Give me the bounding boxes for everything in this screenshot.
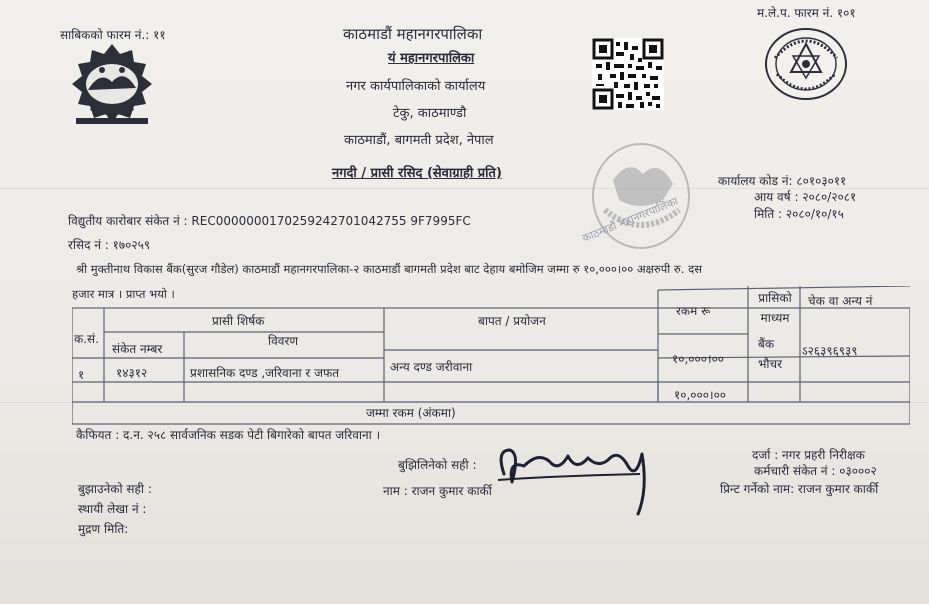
remark: कैफियत : द.न. २५८ सार्वजनिक सडक पेटी बिगारेको बापत जरिवाना । — [76, 428, 381, 442]
nepal-emblem-icon — [64, 40, 160, 132]
receipt-number: रसिद नं : १७०२५९ — [68, 238, 151, 252]
col-header-purpose: बापत / प्रयोजन — [478, 314, 546, 328]
total-label: जम्मा रकम (अंकमा) — [366, 406, 456, 420]
statement-line-2: हजार मात्र । प्राप्त भयो । — [72, 287, 175, 301]
col-header-amount: रकम रू — [676, 304, 711, 318]
metropolitan-seal-icon — [763, 26, 849, 102]
signature — [490, 430, 660, 520]
new-form-number: म.ले.प. फारम नं. १०१ — [757, 6, 856, 20]
watermark-text: काठमाडौं महानगरपालिका — [580, 194, 680, 245]
printer-name: प्रिन्ट गर्नेको नाम: राजन कुमार कार्की — [720, 482, 879, 496]
row-sn: १ — [78, 368, 85, 382]
org-logotype: यं महानगरपालिका — [388, 51, 475, 66]
col-header-cheque-no: चेक वा अन्य नं — [808, 294, 873, 308]
qr-code — [592, 38, 664, 110]
office-address: काठमाडौं, बागमती प्रदेश, नेपाल — [344, 133, 494, 148]
col-header-code: संकेत नम्बर — [112, 342, 163, 356]
col-header-revenue-head: प्रासी शिर्षक — [212, 314, 265, 328]
col-header-sn: क.सं. — [74, 332, 99, 346]
office-place: टेकु, काठमाण्डौ — [393, 106, 467, 121]
col-header-medium: प्रासिको माध्यम — [758, 291, 792, 325]
office-code: कार्यालय कोड नं: ८०१०३०११ — [718, 174, 847, 188]
old-form-number: साबिकको फारम नं.: ११ — [60, 28, 166, 42]
receiver-name: नाम : राजन कुमार कार्की — [383, 484, 492, 498]
office-name: नगर कार्यपालिकाको कार्यालय — [346, 79, 486, 94]
row-medium: बैंक भौचर — [758, 337, 783, 371]
receipt-title: नगदी / प्रासी रसिद (सेवाग्राही प्रति) — [332, 166, 502, 181]
row-description: प्रशासनिक दण्ड ,जरिवाना र जफत — [190, 366, 340, 380]
total-amount: १०,०००।०० — [674, 388, 727, 402]
permanent-account-no: स्थायी लेखा नं : — [78, 502, 147, 516]
org-name: काठमाडौं महानगरपालिका — [343, 25, 483, 43]
row-amount: १०,०००।०० — [672, 352, 725, 366]
statement-line-1: श्री मुक्तीनाथ विकास बैंक(सुरज गौडेल) काठमाडौं महानगरपालिका-२ काठमाडौं बागमती प्रदेश बाट देहाय बमोजिम जम्मा रु १०,०००।०० अक्षरुपी रु. दस — [76, 262, 702, 276]
col-header-description: विवरण — [268, 334, 299, 348]
officer-post: दर्जा : नगर प्रहरी निरीक्षक — [752, 448, 865, 462]
fiscal-year: आय वर्ष : २०८०/२०८१ — [754, 190, 857, 204]
payer-sign-label: बुझाउनेको सही : — [78, 482, 152, 496]
receipt-table — [72, 286, 910, 442]
print-date: मुद्रण मिति: — [78, 522, 129, 536]
electronic-transaction-ref: विद्युतीय कारोबार संकेत नं : REC0000000170259242701042755 9F7995FC — [68, 214, 471, 228]
receiver-sign-label: बुझिलिनेको सही : — [398, 458, 477, 472]
row-code: १४३१२ — [116, 366, 148, 380]
receipt-date: मिति : २०८०/१०/१५ — [754, 207, 844, 221]
row-cheque-no: ऽ२६३९६९३९ — [802, 344, 858, 358]
row-purpose: अन्य दण्ड जरीवाना — [390, 360, 473, 374]
employee-code: कर्मचारी संकेत नं : ०३०००२ — [754, 464, 877, 478]
